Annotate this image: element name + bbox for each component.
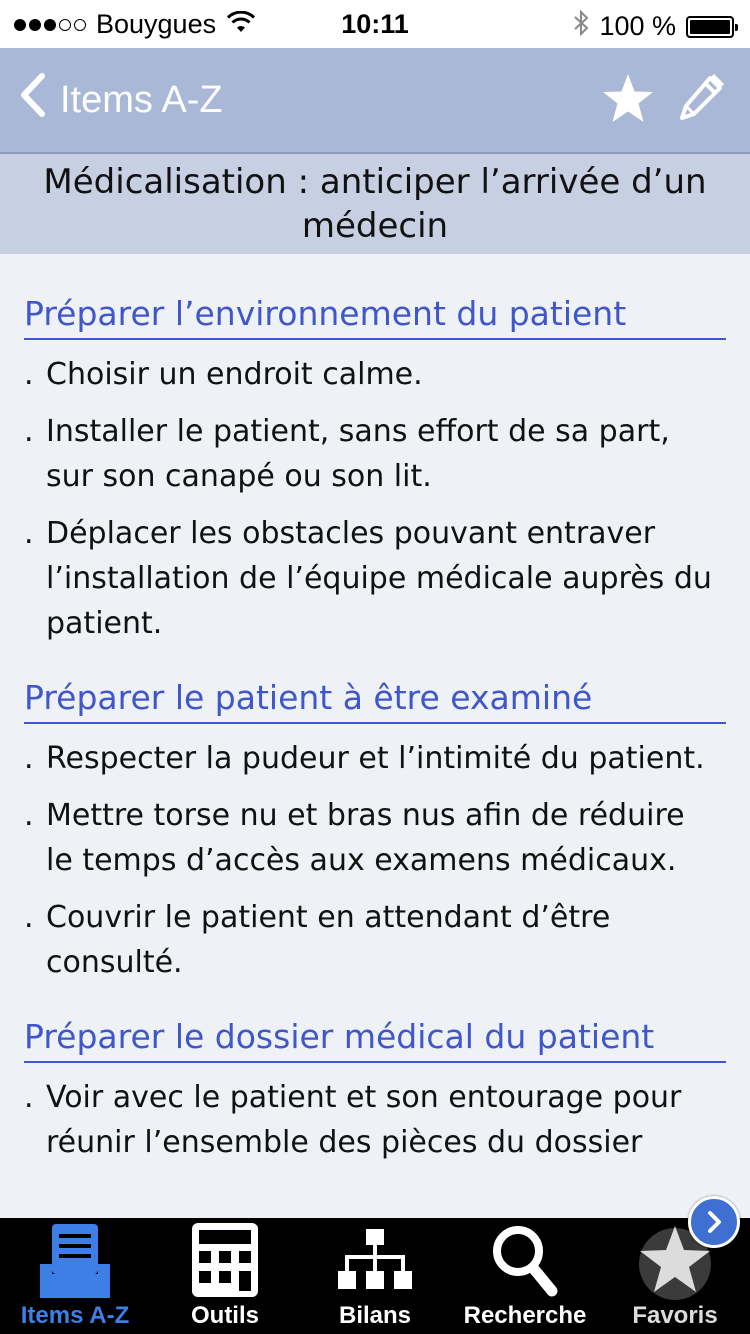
section-examination bbox=[24, 676, 726, 985]
favorite-star-button[interactable] bbox=[600, 72, 656, 130]
list-item bbox=[24, 1075, 726, 1165]
battery-icon bbox=[686, 16, 734, 38]
tab-label: Outils bbox=[190, 1302, 259, 1329]
tab-label: Bilans bbox=[338, 1302, 412, 1329]
nav-actions bbox=[600, 72, 726, 130]
bullet: . bbox=[24, 516, 34, 551]
section-title: Préparer l’environnement du patient bbox=[24, 292, 726, 340]
tab-recherche[interactable] bbox=[450, 1218, 600, 1334]
chevron-right-icon bbox=[701, 1209, 727, 1235]
list-item-text: Choisir un endroit calme. bbox=[46, 357, 423, 392]
navigation-bar bbox=[0, 48, 750, 152]
next-page-button[interactable] bbox=[688, 1196, 740, 1248]
page-title: Médicalisation : anticiper l’arrivée d’un médecin bbox=[0, 152, 750, 254]
section-title: Préparer le dossier médical du patient bbox=[24, 1015, 726, 1063]
bullet: . bbox=[24, 357, 34, 392]
list-item bbox=[24, 793, 726, 883]
chevron-left-icon bbox=[18, 72, 46, 128]
section-title: Préparer le patient à être examiné bbox=[24, 676, 726, 724]
bullet: . bbox=[24, 741, 34, 776]
status-right bbox=[573, 9, 734, 44]
edit-button[interactable] bbox=[674, 72, 726, 130]
list-item-text: Déplacer les obstacles pouvant entraver l’installation de l’équipe médicale auprès du patient. bbox=[46, 516, 712, 641]
hierarchy-icon bbox=[336, 1218, 414, 1302]
bullet: . bbox=[24, 798, 34, 833]
carrier-name: Bouygues bbox=[96, 9, 217, 39]
bullet: . bbox=[24, 414, 34, 449]
list-item bbox=[24, 409, 726, 499]
tab-items-a-z[interactable] bbox=[0, 1218, 150, 1334]
list-item-text: Mettre torse nu et bras nus afin de réduire le temps d’accès aux examens médicaux. bbox=[46, 798, 685, 878]
list-item-text: Installer le patient, sans effort de sa part, sur son canapé ou son lit. bbox=[46, 414, 670, 494]
list-item bbox=[24, 352, 726, 397]
tab-bar bbox=[0, 1218, 750, 1334]
bullet: . bbox=[24, 1080, 34, 1115]
list-item bbox=[24, 511, 726, 646]
search-icon bbox=[490, 1218, 560, 1302]
list-item bbox=[24, 736, 726, 781]
bullet: . bbox=[24, 900, 34, 935]
list-item-text: Respecter la pudeur et l’intimité du patient. bbox=[46, 741, 705, 776]
back-button[interactable] bbox=[18, 74, 223, 126]
back-button-label: Items A-Z bbox=[60, 78, 223, 121]
tab-bilans[interactable] bbox=[300, 1218, 450, 1334]
pencil-icon bbox=[674, 72, 726, 126]
article-content[interactable] bbox=[0, 254, 750, 1218]
battery-percent: 100 % bbox=[599, 11, 676, 41]
list-tray-icon bbox=[38, 1218, 112, 1302]
section-medical-file bbox=[24, 1015, 726, 1165]
section-environment bbox=[24, 292, 726, 646]
tab-label: Items A-Z bbox=[20, 1302, 130, 1329]
tab-label: Favoris bbox=[632, 1302, 718, 1329]
list-item bbox=[24, 895, 726, 985]
star-icon bbox=[600, 72, 656, 126]
calculator-icon bbox=[190, 1218, 260, 1302]
status-time: 10:11 bbox=[341, 9, 409, 39]
list-item-text: Voir avec le patient et son entourage pour réunir l’ensemble des pièces du dossier bbox=[46, 1080, 682, 1160]
bluetooth-icon bbox=[573, 9, 589, 44]
status-bar bbox=[0, 0, 750, 48]
tab-label: Recherche bbox=[463, 1302, 587, 1329]
tab-outils[interactable] bbox=[150, 1218, 300, 1334]
list-item-text: Couvrir le patient en attendant d’être consulté. bbox=[46, 900, 611, 980]
